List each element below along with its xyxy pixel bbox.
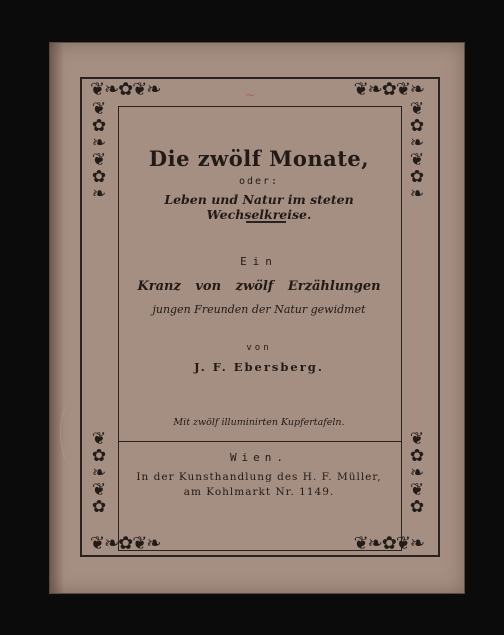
- book-title: Die zwölf Monate,: [148, 146, 370, 171]
- imprint-address: am Kohlmarkt Nr. 1149.: [183, 486, 335, 498]
- vine-ornament-left-top: ❦ ✿ ❧ ❦ ✿ ❧: [91, 99, 107, 204]
- book-cover: [50, 43, 464, 593]
- title-conjunction: oder:: [238, 176, 280, 187]
- dedication-line: jungen Freunden der Natur gewidmet: [152, 303, 366, 316]
- kranz-line: Kranz von zwölf Erzählungen: [137, 279, 381, 294]
- pencil-mark: ~: [245, 88, 256, 102]
- vine-ornament-right-top: ❦ ✿ ❧ ❦ ✿ ❧: [409, 99, 425, 204]
- ein-label: Ein: [240, 255, 278, 268]
- spine-shadow: [50, 43, 64, 593]
- vine-ornament-left-bottom: ❦ ✿ ❧ ❦ ✿: [91, 429, 107, 517]
- vine-ornament-right-bottom: ❦ ✿ ❧ ❦ ✿: [409, 429, 425, 517]
- floral-ornament-bottom-right: ❦❧✿❦❧: [353, 533, 424, 554]
- imprint-publisher: In der Kunsthandlung des H. F. Müller,: [136, 471, 382, 483]
- floral-ornament-bottom-left: ❦❧✿❦❧: [90, 533, 161, 554]
- cover-wear-mark: [60, 403, 81, 463]
- floral-ornament-top-right: ❦❧✿❦❧: [353, 79, 424, 100]
- plates-note: Mit zwölf illuminirten Kupfertafeln.: [173, 417, 345, 428]
- floral-ornament-top-left: ❦❧✿❦❧: [90, 79, 161, 100]
- author-name: J. F. Ebersberg.: [194, 360, 324, 374]
- imprint-city: Wien.: [229, 451, 289, 464]
- von-label: von: [246, 343, 272, 353]
- inner-border-frame: [118, 106, 402, 551]
- imprint-divider: [118, 441, 402, 442]
- book-subtitle: Leben und Natur im steten Wechselkreise.: [164, 192, 354, 222]
- title-rule: [246, 221, 286, 223]
